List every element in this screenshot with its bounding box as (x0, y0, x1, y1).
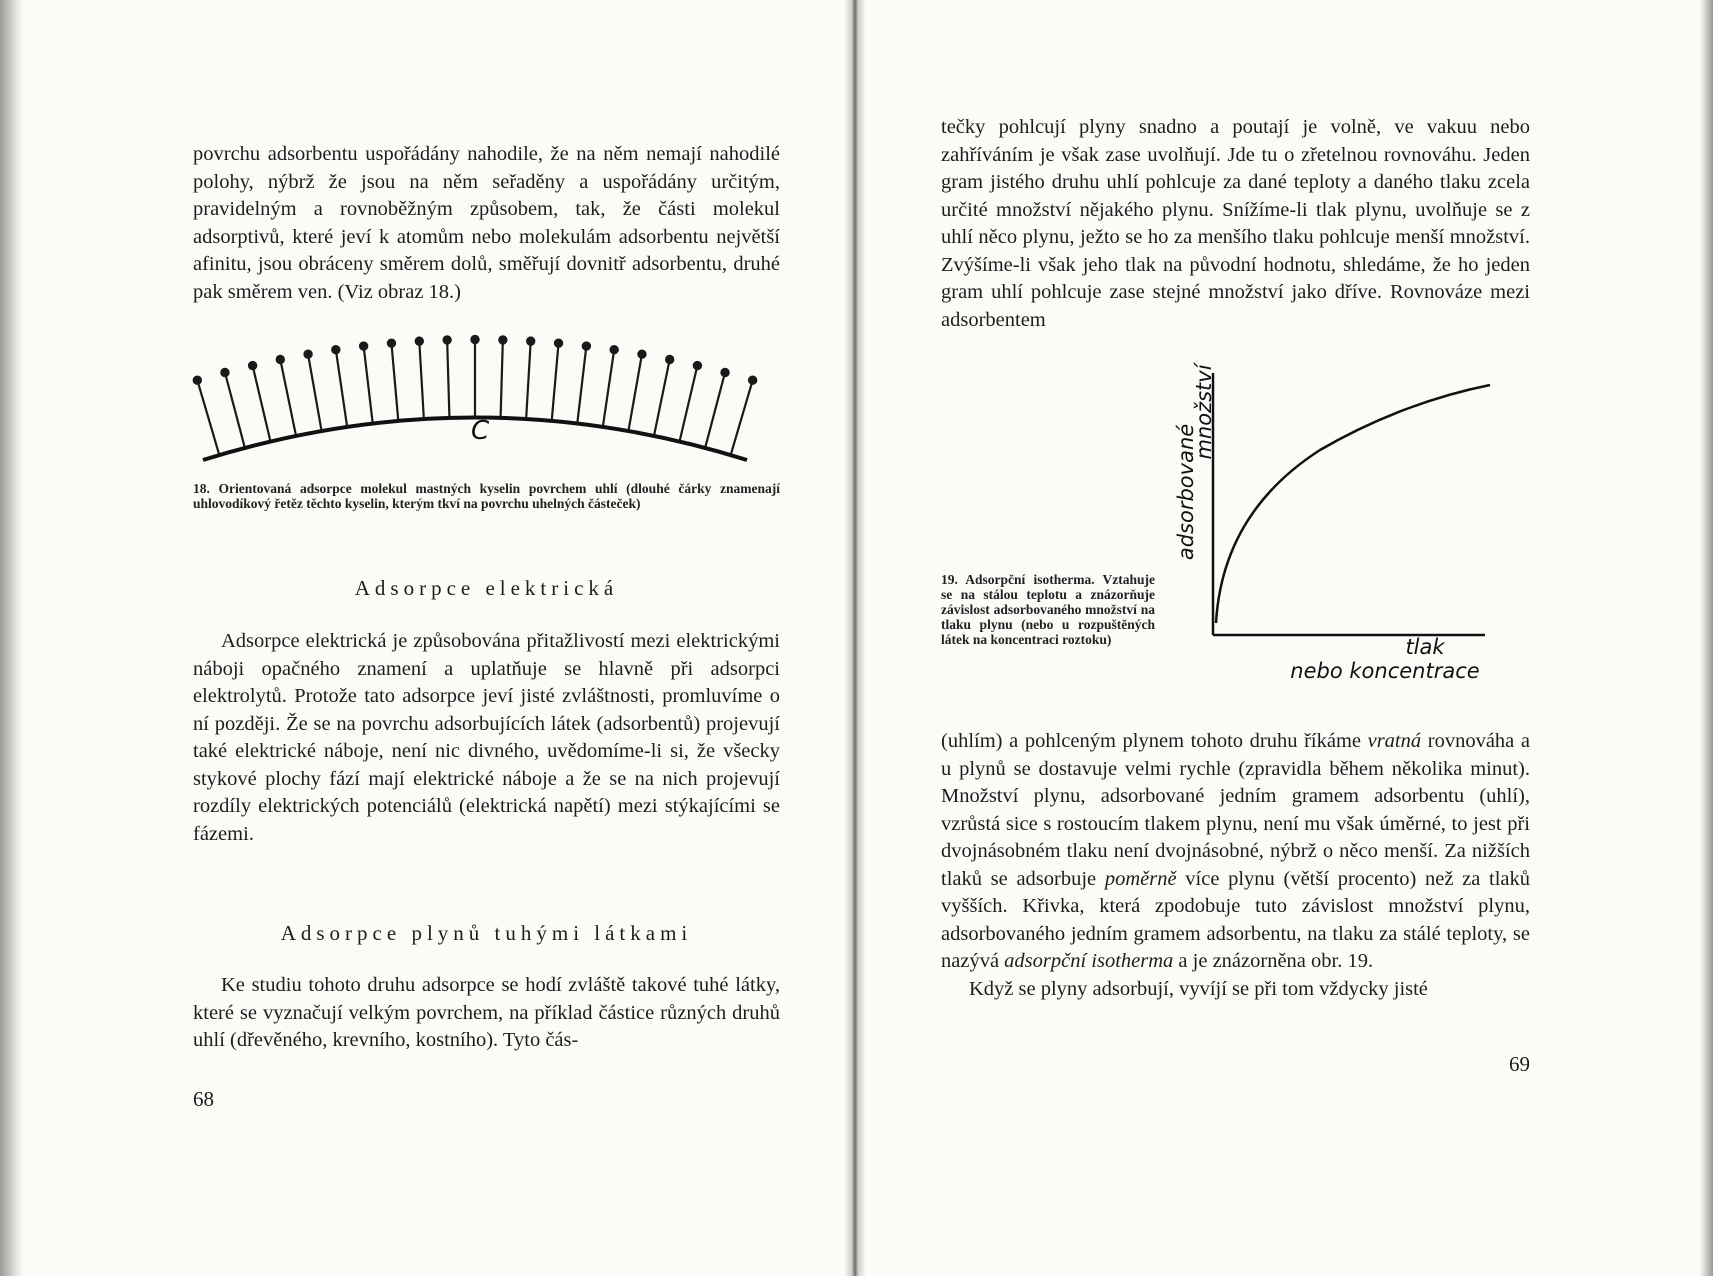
right-paragraph-1 (941, 114, 1530, 334)
left-paragraph-3 (193, 972, 780, 1055)
left-para1-text: povrchu adsorbentu uspořádány nahodile, že na něm nemají nahodilé polohy, nýbrž že jsou na něm seřaděny a uspořádány určitým, pravidelným a rovnoběžným způsobem, tak, že části molekul adsorptivů, které jeví k atomům nebo molekulám adsorbentu největší afinitu, jsou obráceny směrem dolů, směřují dovnitř adsorbentu, druhé pak směrem ven. (Viz obraz 18.) (193, 143, 780, 303)
fig18-molecule-chain (603, 350, 614, 427)
right-paragraph-2 (941, 728, 1530, 1003)
figure-19-isotherm (1160, 355, 1560, 685)
heading-adsorpce-plynu: Adsorpce plynů tuhými látkami (280, 921, 693, 945)
page-number-right: 69 (1509, 1052, 1530, 1076)
right-para1-text: tečky pohlcují plyny snadno a poutají je volně, ve vakuu nebo zahříváním je však zase uvolňují. Jde tu o zřetelnou rovnováhu. Jeden gram jistého druhu uhlí pohlcuje za dané teploty a daného tlaku zcela určité množství nějakého plynu. Snížíme-li tlak plynu, uvolňuje se z uhlí něco plynu, ježto se ho za menšího tlaku pohlcuje menší množství. Zvýšíme-li však jeho tlak na původní hodnotu, shledáme, že ho jeden gram uhlí pohlcuje zase stejné množství jako dříve. Rovnováze mezi adsorbentem (941, 116, 1530, 331)
fig18-molecule-chain (654, 359, 670, 435)
fig18-molecule-head (666, 356, 673, 363)
fig18-molecule-chain (197, 380, 219, 455)
fig18-molecule-chain (225, 373, 245, 448)
fig18-molecule-head (471, 336, 478, 343)
fig19-ylabel-line1: adsorbované (1174, 423, 1198, 561)
fig18-molecule-head (416, 338, 423, 345)
fig18-molecule-chain (628, 354, 642, 431)
fig18-molecule-head (194, 377, 201, 384)
page-number-left: 68 (193, 1087, 214, 1111)
fig18-molecule-head (583, 342, 590, 349)
fig18-molecule-chain (336, 350, 347, 427)
fig18-molecule-chain (680, 366, 698, 442)
fig18-molecule-head (304, 351, 311, 358)
left-para3-text: Ke studiu tohoto druhu adsorpce se hodí zvláště takové tuhé látky, které se vyznačují velkým povrchem, na příklad částice různých druhů uhlí (dřevěného, krevního, kostního). Tyto čás- (193, 974, 780, 1051)
fig18-molecule-head (388, 340, 395, 347)
fig18-molecule-head (555, 340, 562, 347)
figure19-caption: 19. Adsorpční isotherma. Vztahuje se na stálou teplotu a znázorňuje závislost adsorbovaného množství na tlaku plynu (nebo u rozpuštěných látek na koncentraci roztoku) (941, 572, 1155, 647)
fig18-molecule-head (499, 336, 506, 343)
fig18-molecule-chain (731, 380, 753, 455)
fig18-label: C (471, 416, 490, 446)
fig18-molecule-head (249, 362, 256, 369)
book-gutter (844, 0, 866, 1276)
left-page-edge (0, 0, 24, 1276)
fig18-molecule-head (332, 346, 339, 353)
fig18-molecule-head (694, 362, 701, 369)
right-para3-text: Když se plyny adsorbují, vyvíjí se při tom vždycky jisté (969, 977, 1428, 1000)
right-para2-part-d: a je znázorněna obr. 19. (1173, 950, 1374, 972)
right-para2-part-b: rovnováha a u plynů se dostavuje velmi rychle (zpravidla během několika minut). Množství plynu, adsorbované jedním gramem adsorbentu (uhlí), vzrůstá sice s rostoucím tlakem plynu, není mu však úměrné, to jest při dvojnásobném tlaku není dvojnásobné, nýbrž o něco menší. Za nižších tlaků se adsorbuje (941, 730, 1530, 890)
fig18-molecule-chain (364, 346, 373, 423)
right-para2-emphasis-isotherma: adsorpční isotherma (1004, 950, 1174, 972)
fig18-molecule-head (611, 346, 618, 353)
heading-adsorpce-elektricka: Adsorpce elektrická (354, 576, 619, 600)
right-para2-emphasis-pomerne: poměrně (1104, 867, 1177, 890)
right-page-edge (1699, 0, 1713, 1276)
right-para2-part-a: (uhlím) a pohlceným plynem tohoto druhu říkáme (941, 730, 1368, 752)
right-para2-emphasis-vratna: vratná (1367, 730, 1422, 752)
fig19-ylabel-line2: množství (1192, 364, 1216, 460)
fig18-molecule-chain (391, 343, 398, 421)
fig18-molecule-head (638, 351, 645, 358)
fig18-molecule-chain (552, 343, 559, 421)
figure-18 (185, 335, 805, 475)
right-para2-text (941, 728, 1530, 976)
left-paragraph-1 (193, 141, 780, 306)
fig18-molecule-chain (526, 341, 531, 419)
fig18-molecule-chain (419, 341, 424, 419)
fig18-molecule-head (444, 336, 451, 343)
right-para2-part-c: více plynu (větší procento) než za tlaků vyšších. Křivka, která zpodobuje tuto závislost množství plynu, adsorbovaného jedním gramem adsorbentu, na tlaku za stálé teploty, se nazývá (941, 867, 1530, 972)
fig18-molecule-chain (447, 340, 449, 418)
fig18-molecule-head (749, 377, 756, 384)
fig18-molecule-chain (705, 373, 725, 448)
fig18-molecule-head (721, 369, 728, 376)
fig18-molecule-chain (280, 359, 296, 435)
fig19-isotherm-curve (1216, 385, 1490, 623)
fig18-molecule-head (360, 342, 367, 349)
fig18-molecule-chain (253, 366, 271, 442)
fig18-molecule-head (277, 356, 284, 363)
left-paragraph-2 (193, 628, 780, 848)
fig18-molecule-chain (577, 346, 586, 423)
fig18-molecule-head (221, 369, 228, 376)
left-para2-text: Adsorpce elektrická je způsobována přitažlivostí mezi elektrickými náboji opačného znamení a uplatňuje se hlavně při adsorpci elektrolytů. Protože tato adsorpce jeví jisté zvláštnosti, promluvíme o ní později. Že se na povrchu adsorbujících látek (adsorbentů) projevují také elektrické náboje, není nic divného, uvědomíme-li si, že všecky stykové plochy fází mají elektrické náboje a že se na nich projevují rozdíly elektrických potenciálů (elektrická napětí) mezi stýkajícími se fázemi. (193, 630, 780, 845)
fig18-molecule-head (527, 338, 534, 345)
fig18-molecule-chain (501, 340, 503, 418)
fig19-xlabel-line1: tlak (1405, 635, 1445, 659)
fig18-molecule-chain (308, 354, 322, 431)
fig19-xlabel-line2: nebo koncentrace (1290, 659, 1480, 683)
figure18-caption: 18. Orientovaná adsorpce molekul mastných kyselin povrchem uhlí (dlouhé čárky znamenají uhlovodíkový řetěz těchto kyselin, kterým tkví na povrchu uhelných částeček) (193, 481, 780, 511)
